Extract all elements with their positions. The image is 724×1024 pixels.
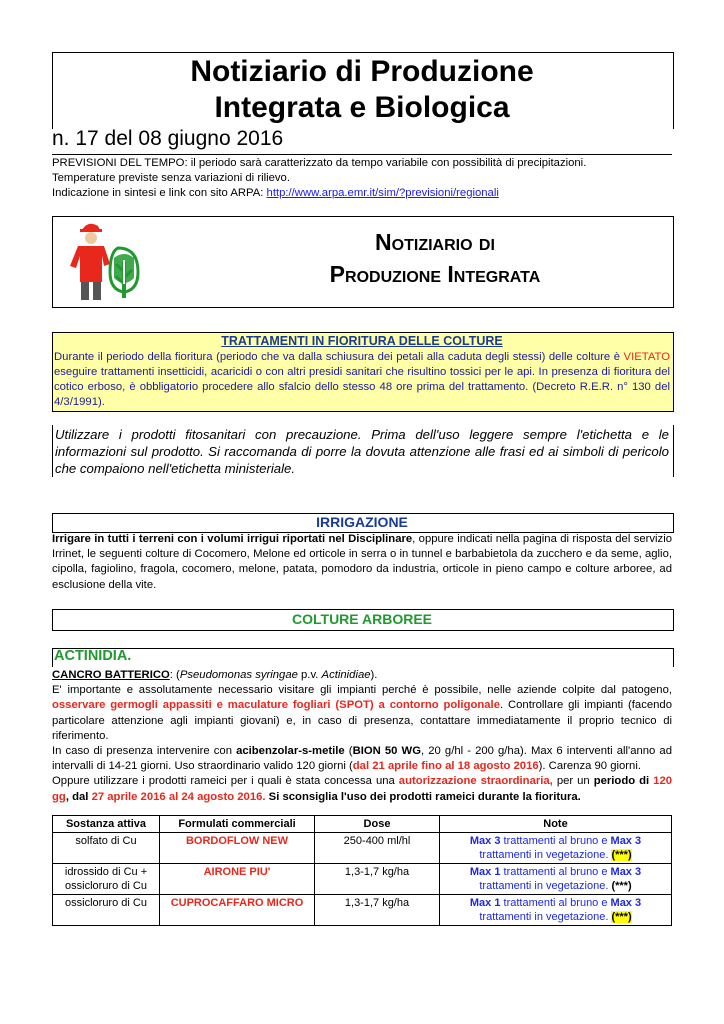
cell-product: BORDOFLOW NEW <box>160 833 315 864</box>
farmer-leaf-logo-icon <box>66 218 146 304</box>
cell-substance: solfato di Cu <box>53 833 160 864</box>
cell-note: Max 1 trattamenti al bruno e Max 3 trattamenti in vegetazione. (***) <box>440 895 672 926</box>
cell-product: CUPROCAFFARO MICRO <box>160 895 315 926</box>
irrigation-title: IRRIGAZIONE <box>316 514 408 530</box>
divider <box>52 154 672 155</box>
cell-note: Max 3 trattamenti al bruno e Max 3 trattamenti in vegetazione. (***) <box>440 833 672 864</box>
banner-title: Notiziario di Produzione Integrata <box>329 229 541 287</box>
irrigation-body: Irrigare in tutti i terreni con i volumi irrigui riportati nel Disciplinare, oppure indicati nella pagina di risposta del servizio Irrinet, le seguenti colture di Cocomero, Melone ed orticole in serra o in tunnel e barbabietola da zucchero e da seme, aglio, cipolla, fagiolino, fragola, cocomero, melone, patata, pomodoro da industria, orticole in pieno campo e colture arboree, ad esclusione della vite. <box>52 533 672 591</box>
col-header: Dose <box>315 816 440 833</box>
col-header: Sostanza attiva <box>53 816 160 833</box>
cell-note: Max 1 trattamenti al bruno e Max 3 trattamenti in vegetazione. (***) <box>440 864 672 895</box>
caution-text: Utilizzare i prodotti fitosanitari con precauzione. Prima dell'uso leggere sempre l'etichetta e le informazioni sul prodotto. Si raccomanda di porre la dovuta attenzione alle frasi ed ai simboli di pericolo che compaiono nell'etichetta ministeriale. <box>55 427 669 476</box>
arboree-title: COLTURE ARBOREE <box>292 611 432 627</box>
table-row <box>53 833 672 864</box>
actinidia-bar <box>52 648 674 667</box>
products-table <box>52 815 672 926</box>
col-header: Formulati commerciali <box>160 816 315 833</box>
cell-dose: 1,3-1,7 kg/ha <box>315 895 440 926</box>
arpa-link[interactable]: http://www.arpa.emr.it/sim/?previsioni/regionali <box>266 187 499 199</box>
cell-product: AIRONE PIU' <box>160 864 315 895</box>
cell-dose: 1,3-1,7 kg/ha <box>315 864 440 895</box>
table-row <box>53 895 672 926</box>
table-header-row <box>53 816 672 833</box>
actinidia-body: CANCRO BATTERICO: (Pseudomonas syringae p.v. Actinidiae). E' importante e assolutamente necessario visitare gli impianti perché è possibile, nelle aziende colpite dal patogeno, osservare germogli appassiti e maculature fogliari (SPOT) a contorno poligonale. Controllare gli impianti (facendo particolare attenzione agli impianti giovani) e, in caso di presenza, contattare immediatamente il proprio tecnico di riferimento. In caso di presenza intervenire con acibenzolar-s-metile (BION 50 WG, 20 g/hl - 200 g/ha). Max 6 interventi all'anno ad intervalli di 14-21 giorni. Uso straordinario valido 120 giorni (dal 21 aprile fino al 18 agosto 2016). Carenza 90 giorni. Oppure utilizzare i prodotti rameici per i quali è stata concessa una autorizzazione straordinaria, per un periodo di 120 gg, dal 27 aprile 2016 al 24 agosto 2016. Si sconsiglia l'uso dei prodotti rameici durante la fioritura. <box>52 669 673 803</box>
flowering-body: Durante il periodo della fioritura (periodo che va dalla schiusura dei petali alla caduta degli stessi) delle colture è VIETATO eseguire trattamenti insetticidi, acaricidi o con altri presidi sanitari che risultino tossici per le api. In presenza di fioritura del cotico erboso, è obbligatorio procedere allo sfalcio dello stesso 48 ore prima del trattamento. (Decreto R.E.R. n° 130 del 4/3/1991). <box>54 351 670 408</box>
table-row <box>53 864 672 895</box>
cell-dose: 250-400 ml/hl <box>315 833 440 864</box>
cell-substance: idrossido di Cu + ossicloruro di Cu <box>53 864 160 895</box>
issue-number: n. 17 del 08 giugno 2016 <box>52 127 284 150</box>
cell-substance: ossicloruro di Cu <box>53 895 160 926</box>
weather-forecast: PREVISIONI DEL TEMPO: il periodo sarà caratterizzato da tempo variabile con possibilità di precipitazioni. Temperature previste senza variazioni di rilievo. Indicazione in sintesi e link con sito ARPA: http://www.arpa.emr.it/sim/?previsioni/regionali <box>52 157 587 199</box>
flowering-title: TRATTAMENTI IN FIORITURA DELLE COLTURE <box>221 334 503 348</box>
col-header: Note <box>440 816 672 833</box>
page-title: Notiziario di Produzione Integrata e Biologica <box>190 55 534 124</box>
actinidia-title: ACTINIDIA. <box>54 648 132 664</box>
